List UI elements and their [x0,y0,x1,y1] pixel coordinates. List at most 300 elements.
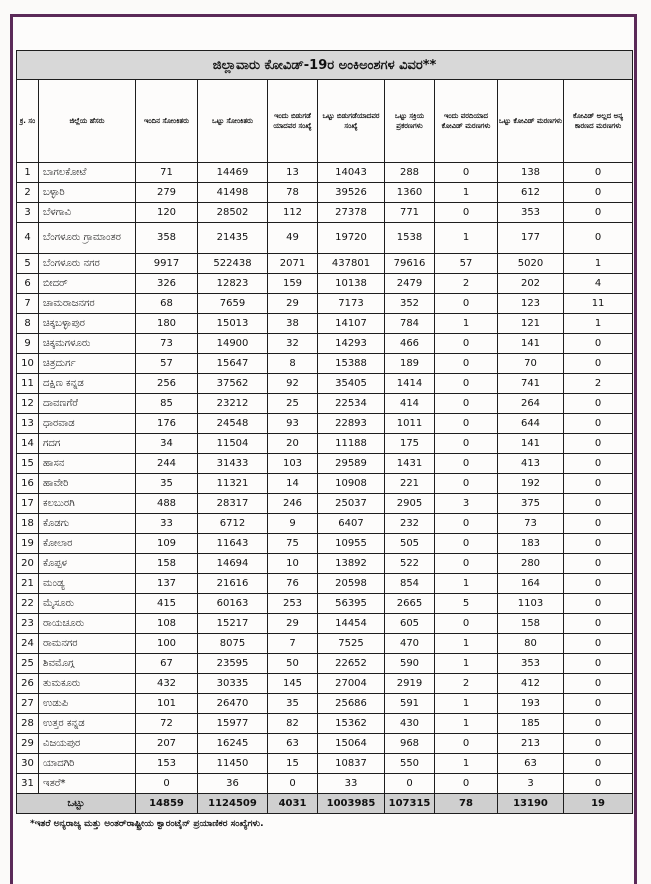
total-cell: 4031 [268,794,318,814]
row-serial: 29 [17,734,39,754]
table-row [17,183,633,203]
stat-cell: 13892 [318,554,385,574]
district-name: ರಾಯಚೂರು [39,614,136,634]
stat-cell: 9 [268,514,318,534]
stat-cell: 0 [564,574,633,594]
stat-cell: 7525 [318,634,385,654]
district-name: ಬಳ್ಳಾರಿ [39,183,136,203]
stat-cell: 353 [498,203,564,223]
stat-cell: 437801 [318,254,385,274]
table-row [17,634,633,654]
stat-cell: 15064 [318,734,385,754]
stat-cell: 0 [435,394,498,414]
stat-cell: 2665 [385,594,435,614]
row-serial: 24 [17,634,39,654]
stat-cell: 0 [564,734,633,754]
stat-cell: 1 [435,223,498,254]
col-header-active-cases: ಒಟ್ಟು ಸಕ್ರಿಯ ಪ್ರಕರಣಗಳು [385,80,435,163]
table-row [17,394,633,414]
district-name: ಉಡುಪಿ [39,694,136,714]
stat-cell: 590 [385,654,435,674]
stat-cell: 15013 [198,314,268,334]
stat-cell: 0 [435,614,498,634]
stat-cell: 2 [435,674,498,694]
stat-cell: 31433 [198,454,268,474]
district-name: ಬೆಂಗಳೂರು ನಗರ [39,254,136,274]
table-row [17,474,633,494]
stat-cell: 5 [435,594,498,614]
stat-cell: 1011 [385,414,435,434]
stat-cell: 213 [498,734,564,754]
stat-cell: 0 [564,163,633,183]
stat-cell: 3 [498,774,564,794]
stat-cell: 63 [498,754,564,774]
row-serial: 17 [17,494,39,514]
stat-cell: 22652 [318,654,385,674]
row-serial: 5 [17,254,39,274]
stat-cell: 591 [385,694,435,714]
stat-cell: 0 [385,774,435,794]
stat-cell: 11643 [198,534,268,554]
row-serial: 18 [17,514,39,534]
stat-cell: 280 [498,554,564,574]
stat-cell: 0 [564,183,633,203]
stat-cell: 15362 [318,714,385,734]
stat-cell: 0 [435,414,498,434]
stat-cell: 0 [564,614,633,634]
stat-cell: 93 [268,414,318,434]
stat-cell: 22893 [318,414,385,434]
stat-cell: 35405 [318,374,385,394]
stat-cell: 1 [435,314,498,334]
stat-cell: 0 [564,694,633,714]
stat-cell: 73 [136,334,198,354]
stat-cell: 466 [385,334,435,354]
stat-cell: 522 [385,554,435,574]
stat-cell: 413 [498,454,564,474]
stat-cell: 185 [498,714,564,734]
stat-cell: 0 [268,774,318,794]
row-serial: 20 [17,554,39,574]
stat-cell: 14043 [318,163,385,183]
stat-cell: 8075 [198,634,268,654]
stat-cell: 14469 [198,163,268,183]
stat-cell: 35 [268,694,318,714]
stat-cell: 430 [385,714,435,734]
stat-cell: 550 [385,754,435,774]
stat-cell: 0 [435,334,498,354]
stat-cell: 0 [564,654,633,674]
stat-cell: 0 [435,774,498,794]
stat-cell: 1 [435,574,498,594]
stat-cell: 108 [136,614,198,634]
stat-cell: 158 [136,554,198,574]
stat-cell: 101 [136,694,198,714]
stat-cell: 7173 [318,294,385,314]
table-body [17,163,633,794]
stat-cell: 0 [435,474,498,494]
stat-cell: 67 [136,654,198,674]
total-cell: 78 [435,794,498,814]
stat-cell: 253 [268,594,318,614]
stat-cell: 9917 [136,254,198,274]
table-row [17,203,633,223]
district-name: ಬೀದರ್ [39,274,136,294]
stat-cell: 0 [435,374,498,394]
stat-cell: 73 [498,514,564,534]
stat-cell: 25 [268,394,318,414]
table-row [17,254,633,274]
stat-cell: 25686 [318,694,385,714]
table-row [17,294,633,314]
stat-cell: 78 [268,183,318,203]
total-cell: 1124509 [198,794,268,814]
stat-cell: 109 [136,534,198,554]
district-name: ರಾಮನಗರ [39,634,136,654]
row-serial: 25 [17,654,39,674]
row-serial: 13 [17,414,39,434]
row-serial: 16 [17,474,39,494]
district-name: ಚಾಮರಾಜನಗರ [39,294,136,314]
stat-cell: 12823 [198,274,268,294]
stat-cell: 13 [268,163,318,183]
stat-cell: 57 [136,354,198,374]
stat-cell: 11 [564,294,633,314]
district-name: ಉತ್ತರ ಕನ್ನಡ [39,714,136,734]
district-name: ಚಿತ್ರದುರ್ಗ [39,354,136,374]
stat-cell: 27004 [318,674,385,694]
total-cell: 19 [564,794,633,814]
stat-cell: 123 [498,294,564,314]
stat-cell: 522438 [198,254,268,274]
stat-cell: 14454 [318,614,385,634]
table-row [17,334,633,354]
row-serial: 11 [17,374,39,394]
stat-cell: 56395 [318,594,385,614]
stat-cell: 121 [498,314,564,334]
stat-cell: 221 [385,474,435,494]
stat-cell: 38 [268,314,318,334]
district-name: ಚಿಕ್ಕಮಗಳೂರು [39,334,136,354]
district-name: ಕೋಲಾರ [39,534,136,554]
stat-cell: 612 [498,183,564,203]
stat-cell: 0 [564,534,633,554]
stat-cell: 0 [564,754,633,774]
stat-cell: 358 [136,223,198,254]
table-row [17,554,633,574]
stat-cell: 505 [385,534,435,554]
stat-cell: 49 [268,223,318,254]
district-name: ಇತರೆ* [39,774,136,794]
stat-cell: 0 [136,774,198,794]
district-name: ತುಮಕೂರು [39,674,136,694]
table-row [17,314,633,334]
stat-cell: 232 [385,514,435,534]
stat-cell: 1 [564,314,633,334]
table-row [17,223,633,254]
stat-cell: 0 [564,674,633,694]
stat-cell: 6407 [318,514,385,534]
stat-cell: 0 [564,334,633,354]
stat-cell: 82 [268,714,318,734]
stat-cell: 488 [136,494,198,514]
stat-cell: 2905 [385,494,435,514]
stat-cell: 0 [564,394,633,414]
stat-cell: 32 [268,334,318,354]
district-name: ಕೊಡಗು [39,514,136,534]
stat-cell: 10 [268,554,318,574]
table-row [17,614,633,634]
stat-cell: 2 [564,374,633,394]
stat-cell: 33 [136,514,198,534]
stat-cell: 279 [136,183,198,203]
stat-cell: 21435 [198,223,268,254]
row-serial: 2 [17,183,39,203]
stat-cell: 50 [268,654,318,674]
row-serial: 1 [17,163,39,183]
stat-cell: 0 [435,734,498,754]
stat-cell: 180 [136,314,198,334]
col-header-today-discharged: ಇಂದು ಬಿಡುಗಡೆ ಯಾದವರ ಸಂಖ್ಯೆ [268,80,318,163]
stat-cell: 1 [435,714,498,734]
stat-cell: 432 [136,674,198,694]
stat-cell: 183 [498,534,564,554]
row-serial: 7 [17,294,39,314]
district-name: ದಾವಣಗೆರೆ [39,394,136,414]
stat-cell: 10908 [318,474,385,494]
stat-cell: 22534 [318,394,385,414]
stat-cell: 60163 [198,594,268,614]
table-row [17,434,633,454]
stat-cell: 0 [564,454,633,474]
district-name: ಮಂಡ್ಯ [39,574,136,594]
table-row [17,414,633,434]
stat-cell: 1 [564,254,633,274]
stat-cell: 7659 [198,294,268,314]
row-serial: 30 [17,754,39,774]
stat-cell: 0 [435,534,498,554]
stat-cell: 0 [435,434,498,454]
stat-cell: 29 [268,294,318,314]
stat-cell: 16245 [198,734,268,754]
stat-cell: 21616 [198,574,268,594]
stat-cell: 1 [435,754,498,774]
row-serial: 6 [17,274,39,294]
stat-cell: 26470 [198,694,268,714]
stat-cell: 771 [385,203,435,223]
total-cell: 14859 [136,794,198,814]
stat-cell: 0 [564,494,633,514]
col-header-total-deaths: ಒಟ್ಟು ಕೋವಿಡ್ ಮರಣಗಳು [498,80,564,163]
stat-cell: 2919 [385,674,435,694]
stat-cell: 0 [435,354,498,374]
stat-cell: 72 [136,714,198,734]
stat-cell: 145 [268,674,318,694]
district-name: ಕೊಪ್ಪಳ [39,554,136,574]
stat-cell: 35 [136,474,198,494]
stat-cell: 20598 [318,574,385,594]
stat-cell: 112 [268,203,318,223]
stat-cell: 92 [268,374,318,394]
col-header-total-cases: ಒಟ್ಟು ಸೋಂಕಿತರು [198,80,268,163]
stat-cell: 264 [498,394,564,414]
stat-cell: 192 [498,474,564,494]
stat-cell: 0 [435,294,498,314]
stat-cell: 2479 [385,274,435,294]
stat-cell: 0 [564,634,633,654]
stat-cell: 415 [136,594,198,614]
stat-cell: 63 [268,734,318,754]
table-row [17,534,633,554]
stat-cell: 0 [435,514,498,534]
stat-cell: 153 [136,754,198,774]
stat-cell: 14107 [318,314,385,334]
stat-cell: 1 [435,183,498,203]
stat-cell: 71 [136,163,198,183]
stat-cell: 141 [498,334,564,354]
stat-cell: 0 [564,714,633,734]
district-name: ಬೆಂಗಳೂರು ಗ್ರಾಮಾಂತರ [39,223,136,254]
row-serial: 15 [17,454,39,474]
stat-cell: 19720 [318,223,385,254]
stat-cell: 0 [435,203,498,223]
table-row [17,514,633,534]
stat-cell: 1 [435,634,498,654]
stat-cell: 10955 [318,534,385,554]
stat-cell: 1538 [385,223,435,254]
col-header-serial: ಕ್ರ. ಸಂ [17,80,39,163]
table-row [17,454,633,474]
stat-cell: 5020 [498,254,564,274]
district-name: ಮೈಸೂರು [39,594,136,614]
stat-cell: 14293 [318,334,385,354]
row-serial: 21 [17,574,39,594]
district-name: ಹಾವೇರಿ [39,474,136,494]
stat-cell: 784 [385,314,435,334]
stat-cell: 1 [435,654,498,674]
stat-cell: 326 [136,274,198,294]
stat-cell: 0 [564,434,633,454]
stat-cell: 15388 [318,354,385,374]
table-row [17,354,633,374]
district-name: ವಿಜಯಪುರ [39,734,136,754]
stat-cell: 11321 [198,474,268,494]
stat-cell: 0 [564,554,633,574]
table-row [17,754,633,774]
stat-cell: 11450 [198,754,268,774]
stat-cell: 164 [498,574,564,594]
table-row [17,674,633,694]
stat-cell: 189 [385,354,435,374]
stat-cell: 29589 [318,454,385,474]
stat-cell: 0 [564,594,633,614]
stat-cell: 202 [498,274,564,294]
row-serial: 23 [17,614,39,634]
covid-stats-table [16,50,633,814]
stat-cell: 80 [498,634,564,654]
table-row [17,774,633,794]
stat-cell: 3 [435,494,498,514]
stat-cell: 414 [385,394,435,414]
stat-cell: 14694 [198,554,268,574]
stat-cell: 28317 [198,494,268,514]
stat-cell: 375 [498,494,564,514]
stat-cell: 256 [136,374,198,394]
col-header-today-cases: ಇಂದಿನ ಸೋಂಕಿತರು [136,80,198,163]
district-name: ಯಾದಗಿರಿ [39,754,136,774]
total-cell: 107315 [385,794,435,814]
stat-cell: 20 [268,434,318,454]
stat-cell: 14900 [198,334,268,354]
stat-cell: 14 [268,474,318,494]
stat-cell: 177 [498,223,564,254]
stat-cell: 33 [318,774,385,794]
stat-cell: 175 [385,434,435,454]
row-serial: 26 [17,674,39,694]
col-header-other-deaths: ಕೋವಿಡ್ ಅಲ್ಲದ ಅನ್ಯ ಕಾರಣದ ಮರಣಗಳು [564,80,633,163]
stat-cell: 11188 [318,434,385,454]
stat-cell: 103 [268,454,318,474]
table-title: ಜಿಲ್ಲಾವಾರು ಕೋವಿಡ್-19ರ ಅಂಕಿಅಂಶಗಳ ವಿವರ** [17,51,633,80]
stat-cell: 7 [268,634,318,654]
stat-cell: 37562 [198,374,268,394]
row-serial: 10 [17,354,39,374]
stat-cell: 137 [136,574,198,594]
stat-cell: 11504 [198,434,268,454]
stat-cell: 24548 [198,414,268,434]
stat-cell: 968 [385,734,435,754]
stat-cell: 30335 [198,674,268,694]
row-serial: 28 [17,714,39,734]
stat-cell: 1414 [385,374,435,394]
stat-cell: 207 [136,734,198,754]
stat-cell: 0 [564,414,633,434]
stat-cell: 0 [564,223,633,254]
row-serial: 22 [17,594,39,614]
stat-cell: 0 [564,514,633,534]
stat-cell: 854 [385,574,435,594]
stat-cell: 1431 [385,454,435,474]
stat-cell: 4 [564,274,633,294]
stat-cell: 39526 [318,183,385,203]
stat-cell: 159 [268,274,318,294]
stat-cell: 79616 [385,254,435,274]
stat-cell: 605 [385,614,435,634]
stat-cell: 0 [564,774,633,794]
stat-cell: 0 [435,554,498,574]
footnote: *ಇತರೆ ಅನ್ಯರಾಜ್ಯ ಮತ್ತು ಅಂತರ್‌ರಾಷ್ಟ್ರೀಯ ಕ್ವಾರಂಟೈನ್ ಪ್ರಯಾಣಿಕರ ಸಂಖ್ಯೆಗಳು. [30,819,264,829]
total-cell: 13190 [498,794,564,814]
stat-cell: 15217 [198,614,268,634]
row-serial: 14 [17,434,39,454]
stat-cell: 141 [498,434,564,454]
stat-cell: 68 [136,294,198,314]
col-header-district: ಜಿಲ್ಲೆಯ ಹೆಸರು [39,80,136,163]
stat-cell: 176 [136,414,198,434]
stat-cell: 158 [498,614,564,634]
district-name: ಬಾಗಲಕೋಟೆ [39,163,136,183]
stat-cell: 34 [136,434,198,454]
table-row [17,574,633,594]
stat-cell: 8 [268,354,318,374]
stat-cell: 29 [268,614,318,634]
stat-cell: 100 [136,634,198,654]
stat-cell: 138 [498,163,564,183]
col-header-today-deaths: ಇಂದು ವರದಿಯಾದ ಕೋವಿಡ್ ಮರಣಗಳು [435,80,498,163]
stat-cell: 288 [385,163,435,183]
district-name: ಧಾರವಾಡ [39,414,136,434]
stat-cell: 41498 [198,183,268,203]
